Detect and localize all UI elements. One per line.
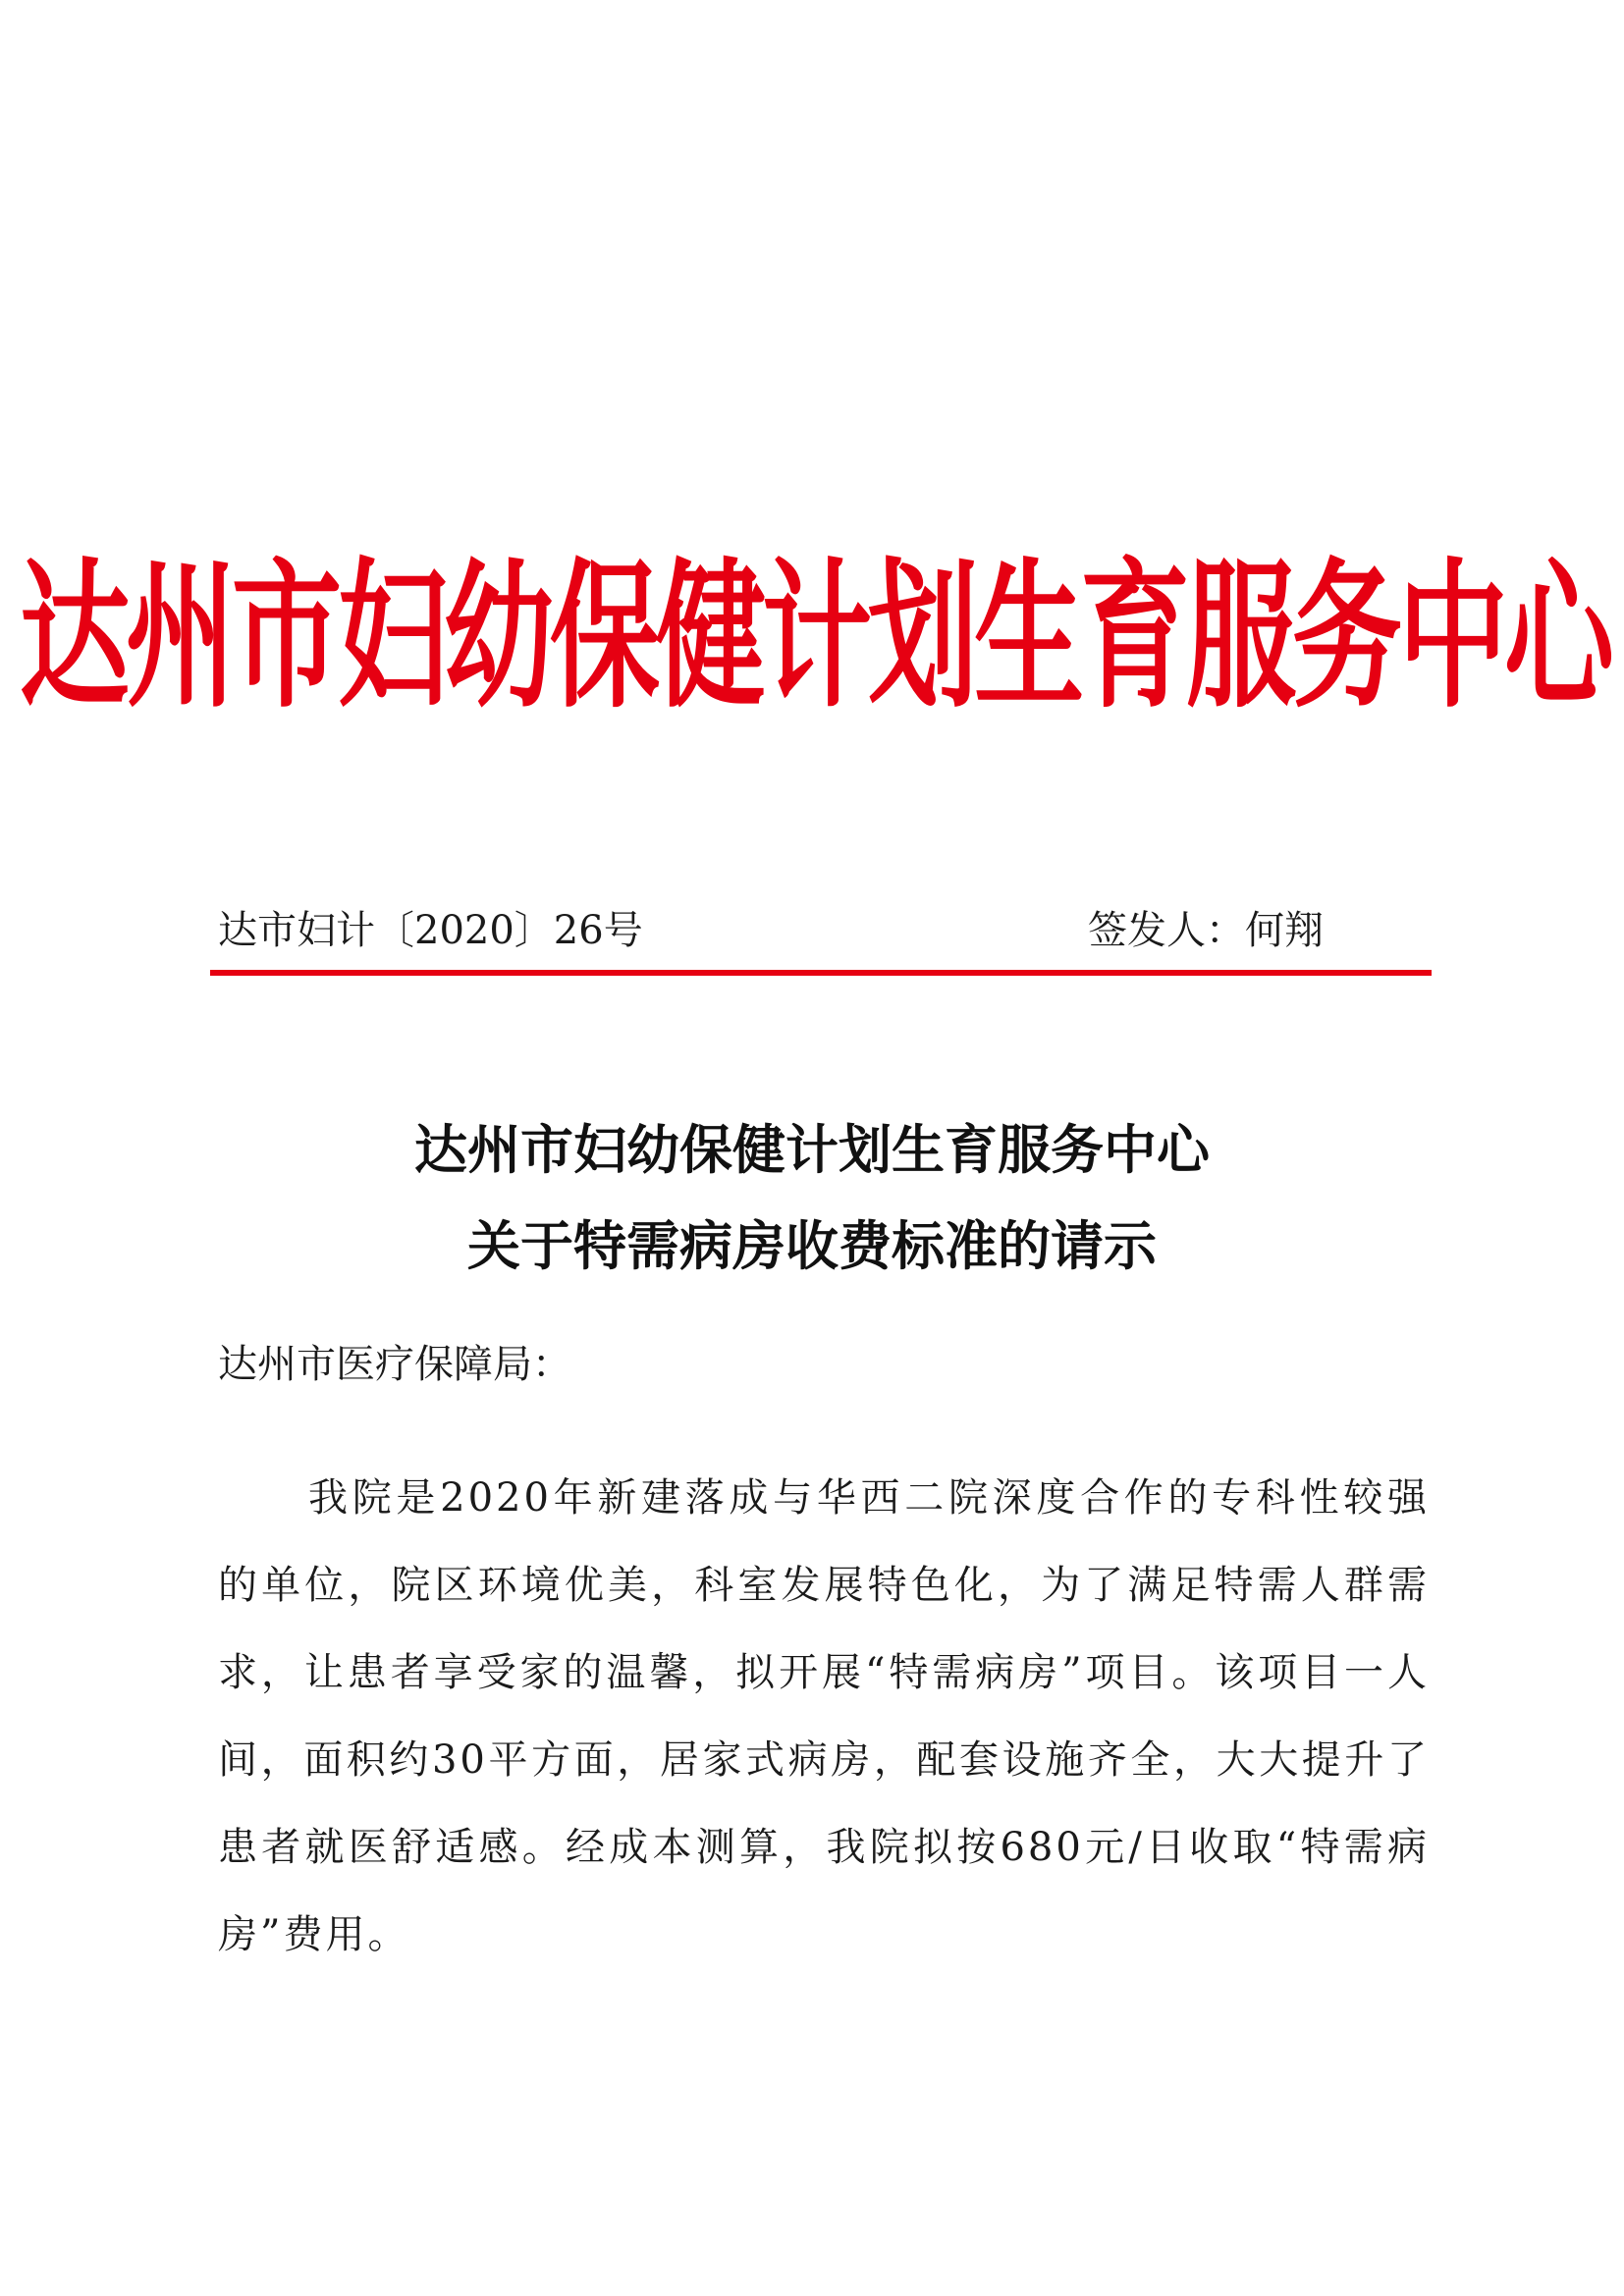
- signer: 签发人：何翔: [1088, 908, 1324, 953]
- masthead-title: 达州市妇幼保健计划生育服务中心: [20, 544, 1610, 730]
- red-divider-line: [210, 970, 1432, 976]
- document-title-line-1: 达州市妇幼保健计划生育服务中心: [414, 1119, 1210, 1181]
- document-number: 达市妇计〔2020〕26号: [218, 908, 643, 953]
- salutation: 达州市医疗保障局：: [218, 1342, 571, 1387]
- document-title-line-2: 关于特需病房收费标准的请示: [467, 1215, 1157, 1277]
- body-paragraph: 我院是2020年新建落成与华西二院深度合作的专科性较强的单位，院区环境优美，科室发展特色化，为了满足特需人群需求，让患者享受家的温馨，拟开展“特需病房”项目。该项目一人间，面积约30平方面，居家式病房，配套设施齐全，大大提升了患者就医舒适感。经成本测算，我院拟按680元/日收取“特需病房”费用。: [218, 1475, 1430, 1957]
